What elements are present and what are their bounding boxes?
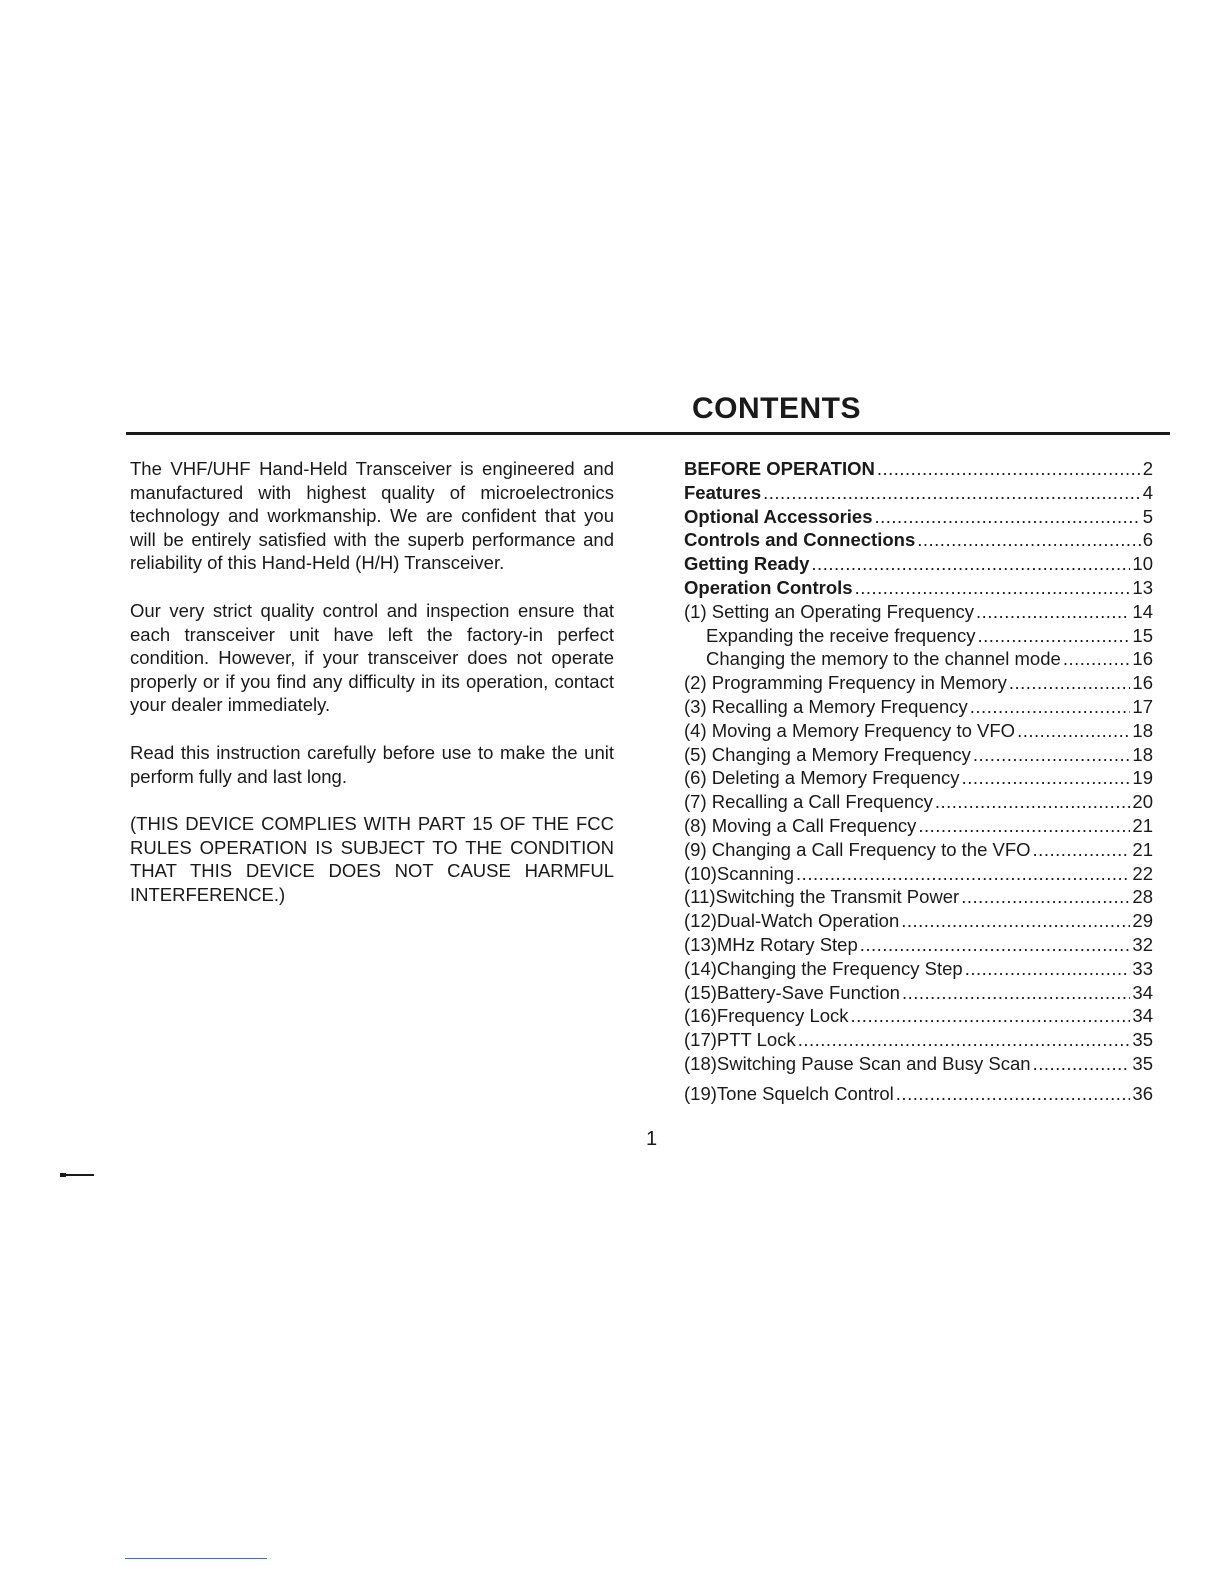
toc-entry-page: 33 [1132,957,1153,979]
toc-entry[interactable] [684,719,1153,743]
corner-mark [60,1174,94,1176]
bottom-rule [125,1558,267,1559]
toc-entry[interactable] [684,933,1153,957]
toc-entry-page: 14 [1132,600,1153,622]
toc-entry-page: 17 [1132,695,1153,717]
toc-entry-page: 6 [1142,529,1153,551]
toc-entry[interactable] [684,695,1153,719]
toc-entry-page: 18 [1132,743,1153,765]
toc-entry-label: (6) Deleting a Memory Frequency [684,767,960,789]
toc-leader-dots [855,576,1131,600]
toc-entry[interactable] [684,862,1153,886]
toc-entry[interactable] [684,981,1153,1005]
toc-entry[interactable] [684,576,1153,600]
toc-leader-dots [901,909,1130,933]
toc-entry-label: (4) Moving a Memory Frequency to VFO [684,719,1016,741]
toc-leader-dots [875,505,1141,529]
intro-paragraph: Read this instruction carefully before use to make the unit perform fully and last long. [130,741,614,787]
toc-entry-page: 21 [1132,814,1153,836]
toc-entry-label: (14)Changing the Frequency Step [684,957,963,979]
toc-leader-dots [798,1028,1131,1052]
toc-entry-label: Getting Ready [684,553,810,575]
toc-leader-dots [1063,647,1131,671]
toc-entry[interactable] [684,528,1153,552]
intro-paragraph: Our very strict quality control and inspection ensure that each transceiver unit have left the factory-in perfect condition. However, if your transceiver does not operate properly or if you find any difficulty in its operation, contact your dealer immediately. [130,599,614,716]
toc-leader-dots [973,743,1131,767]
toc-leader-dots [977,624,1130,648]
toc-leader-dots [965,957,1131,981]
toc-entry-label: (15)Battery-Save Function [684,981,900,1003]
toc-entry-page: 29 [1132,910,1153,932]
toc-entry[interactable] [684,647,1153,671]
toc-entry-label: (9) Changing a Call Frequency to the VFO [684,838,1031,860]
toc-entry[interactable] [684,766,1153,790]
toc-entry[interactable] [684,814,1153,838]
toc-entry-page: 34 [1132,1005,1153,1027]
toc-entry-label: (18)Switching Pause Scan and Busy Scan [684,1052,1031,1074]
toc-leader-dots [896,1082,1131,1106]
toc-entry-page: 20 [1132,791,1153,813]
toc-leader-dots [976,600,1130,624]
toc-entry[interactable] [684,457,1153,481]
toc-leader-dots [851,1004,1131,1028]
toc-leader-dots [935,790,1131,814]
toc-entry-label: (2) Programming Frequency in Memory [684,672,1007,694]
toc-entry-page: 36 [1132,1082,1153,1104]
toc-leader-dots [811,552,1130,576]
toc-entry-label: Changing the memory to the channel mode [706,648,1061,670]
toc-entry-page: 34 [1132,981,1153,1003]
toc-entry-label: (8) Moving a Call Frequency [684,814,917,836]
toc-entry-label: (10)Scanning [684,862,795,884]
intro-text [130,457,614,931]
toc-entry[interactable] [684,957,1153,981]
toc-leader-dots [1033,1052,1131,1076]
toc-leader-dots [860,933,1131,957]
toc-entry-label: Expanding the receive frequency [706,624,976,646]
toc-entry-page: 13 [1132,576,1153,598]
toc-entry-page: 16 [1132,648,1153,670]
toc-entry-label: Optional Accessories [684,505,873,527]
toc-entry-label: Controls and Connections [684,529,916,551]
toc-entry-page: 21 [1132,838,1153,860]
toc-entry-page: 18 [1132,719,1153,741]
table-of-contents [684,457,1153,1106]
toc-entry-page: 10 [1132,553,1153,575]
toc-leader-dots [970,695,1131,719]
toc-entry-label: (12)Dual-Watch Operation [684,910,900,932]
toc-entry[interactable] [684,1004,1153,1028]
toc-entry-label: Operation Controls [684,576,853,598]
toc-entry[interactable] [684,671,1153,695]
toc-entry[interactable] [684,790,1153,814]
page-number: 1 [646,1128,658,1150]
toc-leader-dots [962,766,1131,790]
toc-entry[interactable] [684,624,1153,648]
toc-leader-dots [1017,719,1130,743]
intro-paragraph: The VHF/UHF Hand-Held Transceiver is engineered and manufactured with highest quality of microelectronics technology and workmanship. We are confident that you will be entirely satisfied with the superb performance and reliability of this Hand-Held (H/H) Transceiver. [130,458,614,574]
toc-entry-label: Features [684,481,762,503]
toc-entry-page: 22 [1132,862,1153,884]
page-title: CONTENTS [692,392,861,425]
toc-entry[interactable] [684,743,1153,767]
toc-leader-dots [902,981,1130,1005]
toc-leader-dots [917,528,1140,552]
toc-entry-label: (19)Tone Squelch Control [684,1082,894,1104]
toc-entry-page: 15 [1132,624,1153,646]
toc-entry-label: (11)Switching the Transmit Power [684,886,960,908]
toc-entry-page: 5 [1142,505,1153,527]
toc-leader-dots [763,481,1141,505]
toc-entry[interactable] [684,1028,1153,1052]
toc-entry-label: (1) Setting an Operating Frequency [684,600,974,622]
toc-entry-label: (17)PTT Lock [684,1029,796,1051]
toc-entry-label: (16)Frequency Lock [684,1005,849,1027]
toc-entry-page: 16 [1132,672,1153,694]
toc-entry[interactable] [684,885,1153,909]
toc-leader-dots [1033,838,1131,862]
toc-entry[interactable] [684,909,1153,933]
toc-entry[interactable] [684,1082,1153,1106]
toc-entry-page: 4 [1142,481,1153,503]
toc-entry-label: BEFORE OPERATION [684,458,875,479]
toc-entry-label: (5) Changing a Memory Frequency [684,743,971,765]
toc-entry-label: (3) Recalling a Memory Frequency [684,695,968,717]
toc-entry[interactable] [684,505,1153,529]
toc-entry-page: 28 [1132,886,1153,908]
toc-entry[interactable] [684,552,1153,576]
toc-leader-dots [918,814,1130,838]
toc-entry-label: (13)MHz Rotary Step [684,933,858,955]
toc-entry-page: 2 [1142,458,1153,479]
toc-entry-label: (7) Recalling a Call Frequency [684,791,933,813]
toc-leader-dots [796,862,1130,886]
toc-entry[interactable] [684,600,1153,624]
toc-entry-page: 32 [1132,933,1153,955]
toc-entry-page: 19 [1132,767,1153,789]
contents-heading [126,388,1170,435]
toc-entry-page: 35 [1132,1052,1153,1074]
fcc-notice: (THIS DEVICE COMPLIES WITH PART 15 OF THE FCC RULES OPERATION IS SUBJECT TO THE CONDITION THAT THIS DEVICE DOES NOT CAUSE HARMFUL INTERFERENCE.) [130,813,614,905]
toc-entry[interactable] [684,838,1153,862]
toc-leader-dots [1009,671,1131,695]
toc-entry[interactable] [684,1052,1153,1076]
toc-leader-dots [877,457,1141,481]
toc-entry[interactable] [684,481,1153,505]
toc-entry-page: 35 [1132,1029,1153,1051]
toc-leader-dots [961,885,1130,909]
